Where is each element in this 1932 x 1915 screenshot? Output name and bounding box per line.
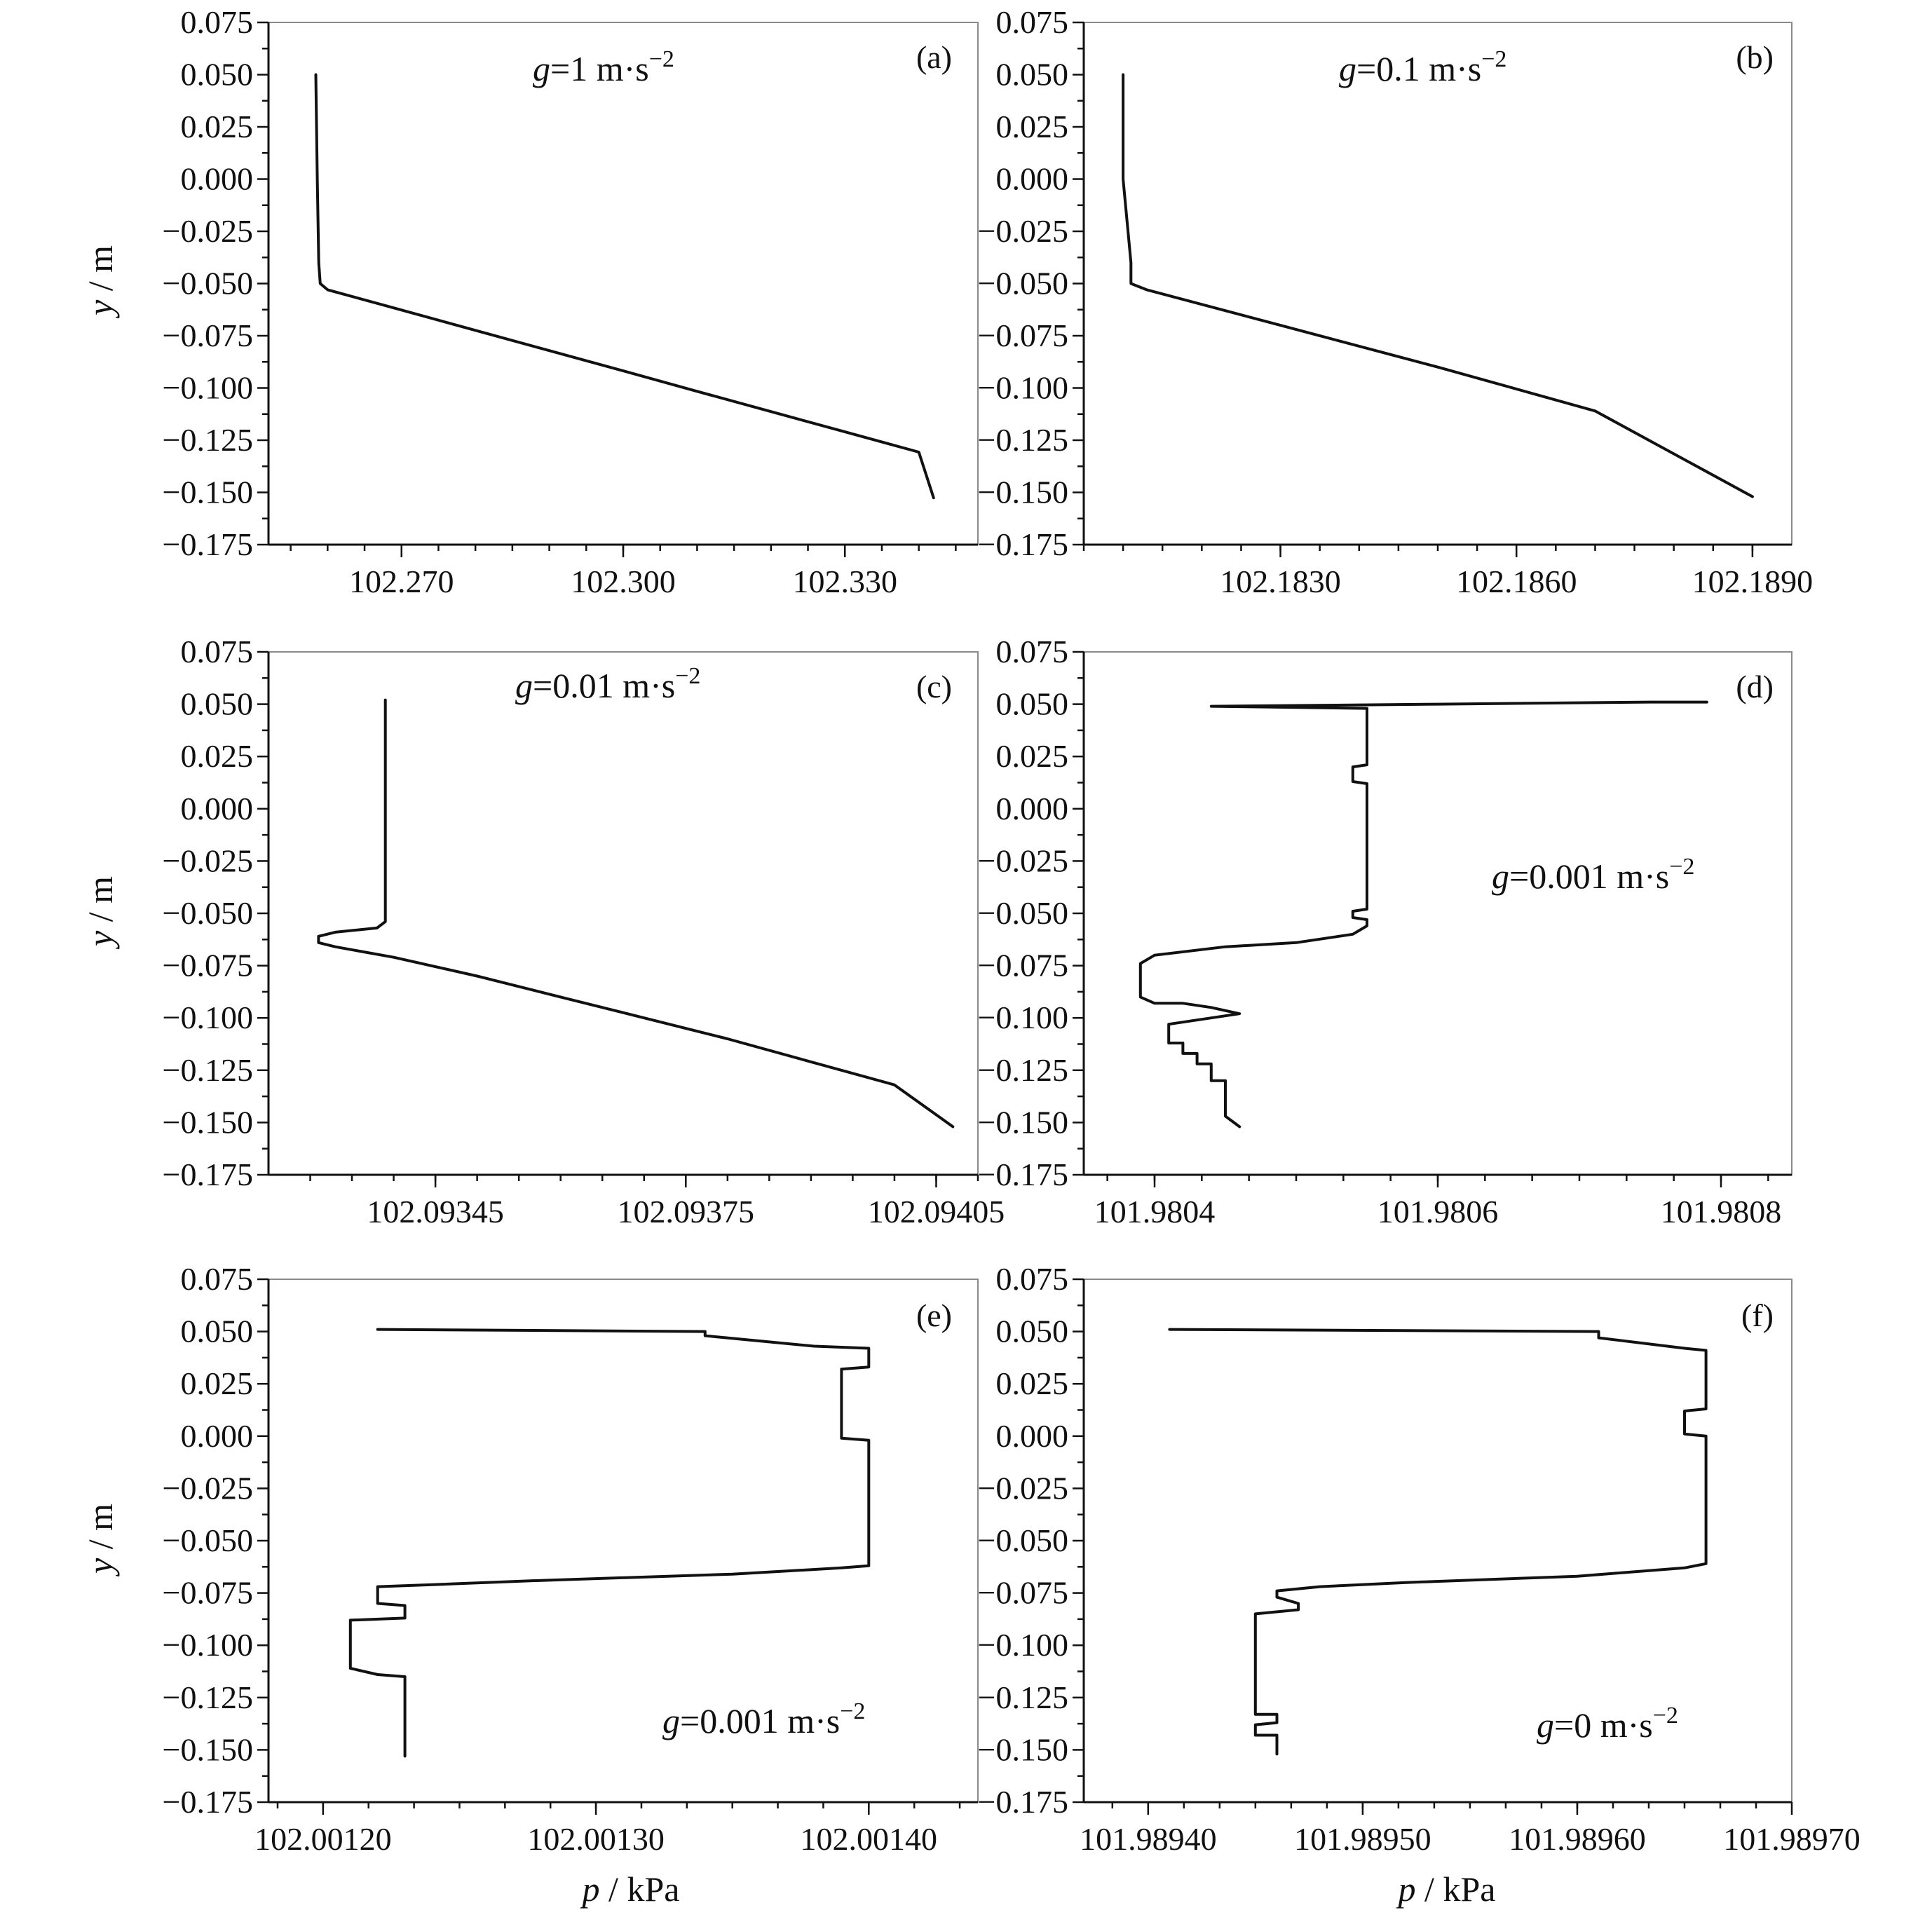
y-tick-label: 0.025: [180, 109, 253, 144]
y-tick-label: 0.025: [995, 109, 1068, 144]
gravity-annotation: g=0.001 $m\cdot s^{-2}$: [1492, 854, 1695, 896]
x-tick-label: 102.330: [792, 564, 897, 599]
x-axis-title-left: p / kPa: [582, 1869, 680, 1909]
x-tick-label: 102.09345: [367, 1194, 504, 1229]
x-tick-label: 102.09405: [867, 1194, 1005, 1229]
pressure-profile-line: [1169, 1330, 1706, 1754]
x-tick-label: 102.1860: [1455, 564, 1577, 599]
x-ticks: [1084, 545, 1813, 599]
y-tick-label: −0.150: [162, 1731, 253, 1768]
y-tick-label: −0.100: [977, 1627, 1068, 1663]
x-tick-label: 101.9808: [1660, 1194, 1782, 1229]
y-ticks: [163, 1261, 268, 1820]
x-ticks: [1094, 1175, 1782, 1229]
panel-label: (f): [1741, 1297, 1774, 1333]
y-tick-label: −0.150: [162, 1104, 253, 1140]
y-tick-label: 0.025: [180, 1365, 253, 1402]
y-tick-label: 0.025: [995, 1365, 1068, 1402]
gravity-annotation: g=1 $m\cdot s^{-2}$: [533, 46, 674, 88]
plot-frame: [1084, 652, 1792, 1175]
x-ticks: [311, 1175, 1005, 1229]
y-tick-label: 0.000: [995, 790, 1068, 826]
plot-frame: [268, 652, 978, 1175]
pressure-profile-line: [1123, 75, 1753, 497]
y-tick-label: 0.000: [995, 161, 1068, 197]
y-tick-label: 0.000: [180, 1417, 253, 1454]
y-tick-label: −0.175: [162, 1784, 253, 1820]
gravity-annotation: g=0.01 $m\cdot s^{-2}$: [515, 663, 701, 705]
x-tick-label: 101.98960: [1509, 1821, 1646, 1857]
y-tick-label: 0.075: [180, 634, 253, 669]
y-tick-label: −0.025: [162, 1470, 253, 1506]
y-ticks: [978, 4, 1084, 562]
y-tick-label: −0.075: [162, 318, 253, 353]
y-axis-title-row3: y / m: [81, 1504, 120, 1574]
y-tick-label: −0.050: [162, 1522, 253, 1558]
x-tick-label: 102.300: [571, 564, 676, 599]
y-tick-label: −0.150: [162, 474, 253, 510]
gravity-annotation: g=0.1 $m\cdot s^{-2}$: [1339, 46, 1507, 88]
y-tick-label: 0.075: [180, 4, 253, 40]
y-tick-label: −0.125: [977, 1679, 1068, 1715]
panel-d: [978, 634, 1792, 1229]
x-tick-label: 102.1890: [1692, 564, 1814, 599]
y-axis-title-row2: y / m: [81, 876, 120, 946]
plot-frame: [1084, 22, 1792, 545]
x-tick-label: 101.9804: [1094, 1194, 1216, 1229]
panel-label: (d): [1736, 669, 1774, 704]
y-tick-label: −0.025: [977, 843, 1068, 879]
x-tick-label: 101.98970: [1723, 1821, 1860, 1857]
x-tick-label: 102.270: [349, 564, 454, 599]
pressure-profile-line: [351, 1330, 869, 1757]
pressure-profile-line: [318, 700, 953, 1127]
x-tick-label: 101.98940: [1080, 1821, 1217, 1857]
x-tick-label: 101.98950: [1294, 1821, 1431, 1857]
y-tick-label: 0.075: [995, 4, 1068, 40]
y-tick-label: −0.175: [977, 526, 1068, 562]
panel-f: [978, 1261, 1860, 1857]
y-ticks: [163, 4, 268, 562]
y-tick-label: −0.100: [977, 1000, 1068, 1036]
y-tick-label: 0.025: [180, 738, 253, 775]
y-tick-label: 0.050: [995, 56, 1068, 93]
y-tick-label: −0.050: [162, 895, 253, 931]
y-tick-label: −0.150: [977, 1731, 1068, 1768]
x-tick-label: 101.9806: [1377, 1194, 1499, 1229]
x-ticks: [1080, 1802, 1860, 1857]
panel-label: (e): [916, 1297, 952, 1333]
y-tick-label: 0.050: [180, 56, 253, 93]
y-tick-label: −0.125: [162, 1679, 253, 1715]
y-tick-label: −0.150: [977, 1104, 1068, 1140]
pressure-profile-line: [316, 75, 934, 498]
y-tick-label: 0.050: [180, 1313, 253, 1349]
y-tick-label: −0.050: [977, 895, 1068, 931]
x-ticks: [254, 1802, 960, 1857]
y-tick-label: 0.000: [995, 1417, 1068, 1454]
y-tick-label: −0.100: [977, 369, 1068, 406]
y-ticks: [163, 634, 268, 1192]
y-tick-label: −0.125: [162, 422, 253, 458]
x-tick-label: 102.1830: [1220, 564, 1341, 599]
plot-frame: [1084, 1279, 1792, 1802]
y-tick-label: −0.100: [162, 1627, 253, 1663]
x-ticks: [291, 545, 956, 599]
x-tick-label: 102.00120: [254, 1821, 392, 1857]
y-tick-label: 0.000: [180, 790, 253, 826]
y-tick-label: 0.075: [995, 1261, 1068, 1297]
y-tick-label: 0.050: [995, 686, 1068, 722]
panel-b: [978, 4, 1814, 599]
y-tick-label: 0.050: [995, 1313, 1068, 1349]
y-tick-label: −0.050: [977, 265, 1068, 301]
y-tick-label: −0.175: [977, 1784, 1068, 1820]
gravity-annotation: g=0 $m\cdot s^{-2}$: [1537, 1703, 1678, 1745]
plot-frame: [268, 22, 978, 545]
panel-c: [163, 634, 1005, 1229]
x-tick-label: 102.00140: [800, 1821, 938, 1857]
y-tick-label: −0.025: [162, 843, 253, 879]
y-tick-label: 0.075: [995, 634, 1068, 669]
x-tick-label: 102.09375: [617, 1194, 755, 1229]
y-tick-label: −0.075: [162, 947, 253, 983]
y-ticks: [978, 1261, 1084, 1820]
y-tick-label: 0.000: [180, 161, 253, 197]
y-tick-label: −0.125: [162, 1051, 253, 1088]
y-tick-label: −0.175: [977, 1157, 1068, 1192]
panel-label: (b): [1736, 39, 1774, 75]
y-tick-label: 0.050: [180, 686, 253, 722]
panel-a: [163, 4, 978, 599]
pressure-profile-line: [1141, 702, 1707, 1127]
x-tick-label: 102.00130: [527, 1821, 665, 1857]
y-tick-label: −0.025: [977, 213, 1068, 249]
y-tick-label: −0.025: [977, 1470, 1068, 1506]
y-tick-label: −0.125: [977, 1051, 1068, 1088]
y-tick-label: 0.025: [995, 738, 1068, 775]
x-axis-title-right: p / kPa: [1398, 1869, 1496, 1909]
y-ticks: [978, 634, 1084, 1192]
y-tick-label: −0.050: [977, 1522, 1068, 1558]
y-tick-label: −0.150: [977, 474, 1068, 510]
y-tick-label: −0.175: [162, 1157, 253, 1192]
y-tick-label: −0.075: [977, 947, 1068, 983]
y-tick-label: −0.175: [162, 526, 253, 562]
y-tick-label: −0.075: [977, 1574, 1068, 1611]
gravity-annotation: g=0.001 $m\cdot s^{-2}$: [662, 1698, 866, 1740]
plot-frame: [268, 1279, 978, 1802]
panel-label: (c): [916, 669, 952, 704]
y-tick-label: 0.075: [180, 1261, 253, 1297]
y-tick-label: −0.125: [977, 422, 1068, 458]
panel-e: [163, 1261, 978, 1857]
y-tick-label: −0.100: [162, 369, 253, 406]
y-tick-label: −0.075: [162, 1574, 253, 1611]
panel-label: (a): [916, 39, 952, 75]
y-tick-label: −0.050: [162, 265, 253, 301]
y-tick-label: −0.025: [162, 213, 253, 249]
y-tick-label: −0.100: [162, 1000, 253, 1036]
y-tick-label: −0.075: [977, 318, 1068, 353]
y-axis-title-row1: y / m: [81, 245, 120, 315]
